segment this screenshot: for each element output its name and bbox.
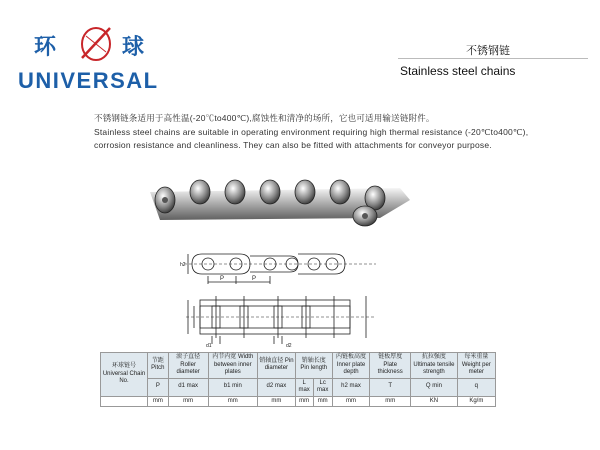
chain-side-view-drawing: [180, 244, 380, 286]
symbol-cell: Lc max: [313, 378, 332, 396]
unit-cell: [101, 396, 148, 407]
table-header-row: [101, 353, 496, 379]
unit-cell: Kg/m: [457, 396, 495, 407]
symbol-cell: h2 max: [332, 378, 369, 396]
symbol-cell: b1 min: [208, 378, 257, 396]
symbol-cell: L max: [295, 378, 313, 396]
company-logo: [18, 22, 168, 102]
pitch-label-2: P: [252, 276, 257, 282]
symbol-cell: q: [457, 378, 495, 396]
page-title-en: Stainless steel chains: [400, 64, 516, 78]
h2-label: h2: [180, 262, 186, 268]
unit-cell: mm: [295, 396, 313, 407]
header-plate-thickness: 链板厚度 Plate thickness: [370, 353, 411, 379]
symbol-cell: d1 max: [168, 378, 208, 396]
unit-cell: mm: [208, 396, 257, 407]
unit-cell: mm: [168, 396, 208, 407]
symbol-cell: P: [148, 378, 169, 396]
header-pin-length: 销轴长度 Pin length: [295, 353, 332, 379]
d2-label: d2: [286, 343, 292, 348]
unit-cell: mm: [148, 396, 169, 407]
globe-logo-icon: [76, 22, 116, 66]
logo-cn-left: 环: [34, 34, 57, 60]
unit-cell: mm: [332, 396, 369, 407]
unit-cell: mm: [370, 396, 411, 407]
logo-cn-right: 球: [122, 34, 145, 60]
header-plate-depth: 内链板高度 Inner plate depth: [332, 353, 369, 379]
description-en-line1: Stainless steel chains are suitable in operating environment requiring high thermal resistance (-20℃to400℃),: [94, 127, 529, 137]
pitch-label-1: P: [220, 276, 225, 282]
table-unit-row: [101, 396, 496, 407]
header-weight: 每米重量 Weight per meter: [457, 353, 495, 379]
symbol-cell: d2 max: [258, 378, 296, 396]
header-inner-width: 内节内宽 Width between inner plates: [208, 353, 257, 379]
header-pitch: 节距 Pitch: [148, 353, 169, 379]
header-chain-no: 环球链号 Universal Chain No.: [101, 353, 148, 397]
page-title-cn: 不锈钢链: [466, 45, 510, 57]
header-pin-diameter: 销轴直径 Pin diameter: [258, 353, 296, 379]
chain-photo: [140, 170, 420, 230]
header-roller-diameter: 滚子直径 Roller diameter: [168, 353, 208, 379]
description-en-line2: corrosion resistance and cleanliness. They can also be fitted with attachments for conveyor purpose.: [94, 140, 492, 150]
description-cn: 不锈钢链条适用于高性温(-20℃to400℃),腐蚀性和清净的场所，它也可适用输送链附件。: [94, 113, 435, 123]
unit-cell: mm: [258, 396, 296, 407]
table-symbol-row: [101, 378, 496, 396]
spec-table: [100, 352, 496, 407]
title-divider: [398, 58, 588, 59]
chain-top-view-drawing: [180, 290, 380, 348]
header-tensile-strength: 抗拉强度 Ultimate tensile strength: [411, 353, 457, 379]
symbol-cell: Q min: [411, 378, 457, 396]
brand-name: UNIVERSAL: [18, 68, 159, 93]
unit-cell: KN: [411, 396, 457, 407]
symbol-cell: T: [370, 378, 411, 396]
d1-label: d1: [206, 343, 212, 348]
unit-cell: mm: [313, 396, 332, 407]
